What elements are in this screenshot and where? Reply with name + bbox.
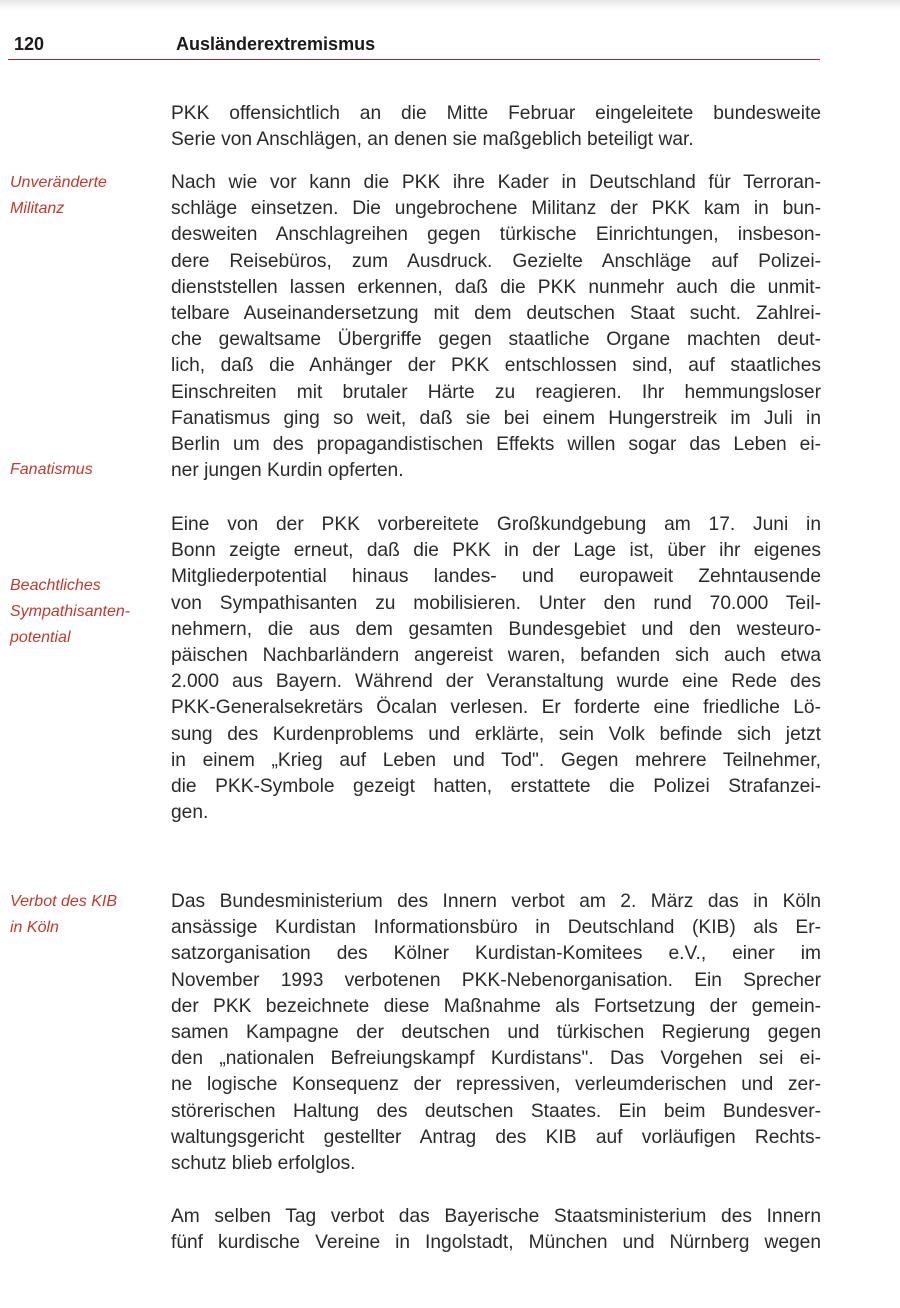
text-line: in einem „Krieg auf Leben und Tod". Gegen mehrere Teilnehmer, [171, 749, 821, 771]
sidenote-fanatismus [10, 457, 160, 483]
text-line: satzorganisation des Kölner Kurdistan-Komitees e.V., einer im [171, 943, 821, 965]
sidenote-line: Verbot des KIB [10, 893, 118, 910]
text-line: November 1993 verbotenen PKK-Nebenorganisation. Ein Sprecher [171, 969, 821, 991]
running-title: Ausländerextremismus [176, 34, 376, 54]
text-line: ne logische Konsequenz der repressiven, verleumderischen und zer- [171, 1074, 821, 1096]
sidenote-verbot-kib [10, 889, 160, 941]
text-line: desweiten Anschlagreihen gegen türkische Einrichtungen, insbeson- [171, 224, 821, 246]
text-line: PKK offensichtlich an die Mitte Februar eingeleitete bundesweite [171, 103, 821, 124]
text-line: den „nationalen Befreiungskampf Kurdistans". Das Vorgehen sei ei- [171, 1048, 821, 1070]
text-line: Berlin um des propagandistischen Effekts willen sogar das Leben ei- [171, 434, 821, 456]
text-line: schläge einsetzen. Die ungebrochene Militanz der PKK kam in bun- [171, 198, 821, 220]
paragraph-verbot-kib [171, 889, 821, 1177]
sidenote-unveraenderte-militanz [10, 170, 160, 222]
text-line: gen. [171, 802, 209, 824]
text-line: waltungsgericht gestellter Antrag des KIB auf vorläufigen Rechts- [171, 1126, 821, 1148]
text-line: Fanatismus ging so weit, daß sie bei einem Hungerstreik im Juli in [171, 407, 821, 429]
paragraph-militanz [171, 170, 821, 484]
text-line: fünf kurdische Vereine in Ingolstadt, München und Nürnberg wegen [171, 1232, 821, 1254]
text-line: ansässige Kurdistan Informationsbüro in Deutschland (KIB) als Er- [171, 917, 821, 939]
text-line: lich, daß die Anhänger der PKK entschlossen sind, auf staatliches [171, 355, 821, 377]
text-line: Eine von der PKK vorbereitete Großkundgebung am 17. Juni in [171, 514, 821, 535]
text-line: ner jungen Kurdin opferten. [171, 460, 404, 482]
text-line: störerischen Haltung des deutschen Staates. Ein beim Bundesver- [171, 1100, 821, 1122]
page-top-shade [0, 0, 900, 10]
text-line: von Sympathisanten zu mobilisieren. Unter den rund 70.000 Teil- [171, 592, 821, 614]
sidenote-sympathisantenpotential [10, 573, 160, 651]
page-header [0, 34, 820, 58]
text-line: Bonn zeigte erneut, daß die PKK in der Lage ist, über ihr eigenes [171, 540, 821, 562]
text-line: 2.000 aus Bayern. Während der Veranstaltung wurde eine Rede des [171, 671, 821, 693]
text-line: der PKK bezeichnete diese Maßnahme als Fortsetzung der gemein- [171, 995, 821, 1017]
sidenote-line: potential [10, 629, 71, 646]
paragraph-grosskundgebung [171, 512, 821, 826]
page-number: 120 [14, 34, 45, 54]
sidenote-line: Unveränderte [10, 174, 107, 191]
text-line: Einschreiten mit brutaler Härte zu reagieren. Ihr hemmungsloser [171, 381, 821, 403]
text-line: PKK-Generalsekretärs Öcalan verlesen. Er forderte eine friedliche Lö- [171, 697, 821, 719]
sidenote-line: Fanatismus [10, 461, 93, 478]
paragraph-vereinsverbote [171, 1204, 821, 1256]
sidenote-line: Militanz [10, 200, 65, 217]
text-line: die PKK-Symbole gezeigt hatten, erstattete die Polizei Strafanzei- [171, 776, 821, 798]
paragraph-anschlaege [171, 101, 821, 153]
text-line: Das Bundesministerium des Innern verbot am 2. März das in Köln [171, 891, 821, 912]
text-line: dere Reisebüros, zum Ausdruck. Gezielte Anschläge auf Polizei- [171, 250, 821, 272]
text-line: sung des Kurdenproblems und erklärte, sein Volk befinde sich jetzt [171, 723, 821, 745]
sidenote-line: in Köln [10, 919, 59, 936]
text-line: Serie von Anschlägen, an denen sie maßgeblich beteiligt war. [171, 129, 694, 151]
text-line: schutz blieb erfolglos. [171, 1153, 356, 1175]
text-line: Mitgliederpotential hinaus landes- und europaweit Zehntausende [171, 566, 821, 588]
text-line: dienststellen lassen erkennen, daß die PKK nunmehr auch die unmit- [171, 276, 821, 298]
sidenote-line: Sympathisanten- [10, 603, 131, 620]
text-line: päischen Nachbarländern angereist waren, befanden sich auch etwa [171, 645, 821, 667]
sidenote-line: Beachtliches [10, 577, 101, 594]
text-line: telbare Auseinandersetzung mit dem deutschen Staat sucht. Zahlrei- [171, 303, 821, 325]
text-line: samen Kampagne der deutschen und türkischen Regierung gegen [171, 1022, 821, 1044]
text-line: Nach wie vor kann die PKK ihre Kader in Deutschland für Terroran- [171, 172, 821, 193]
text-line: Am selben Tag verbot das Bayerische Staatsministerium des Innern [171, 1206, 821, 1227]
text-line: che gewaltsame Übergriffe gegen staatliche Organe machten deut- [171, 329, 821, 351]
header-rule [8, 59, 820, 60]
text-line: nehmern, die aus dem gesamten Bundesgebiet und den westeuro- [171, 618, 821, 640]
